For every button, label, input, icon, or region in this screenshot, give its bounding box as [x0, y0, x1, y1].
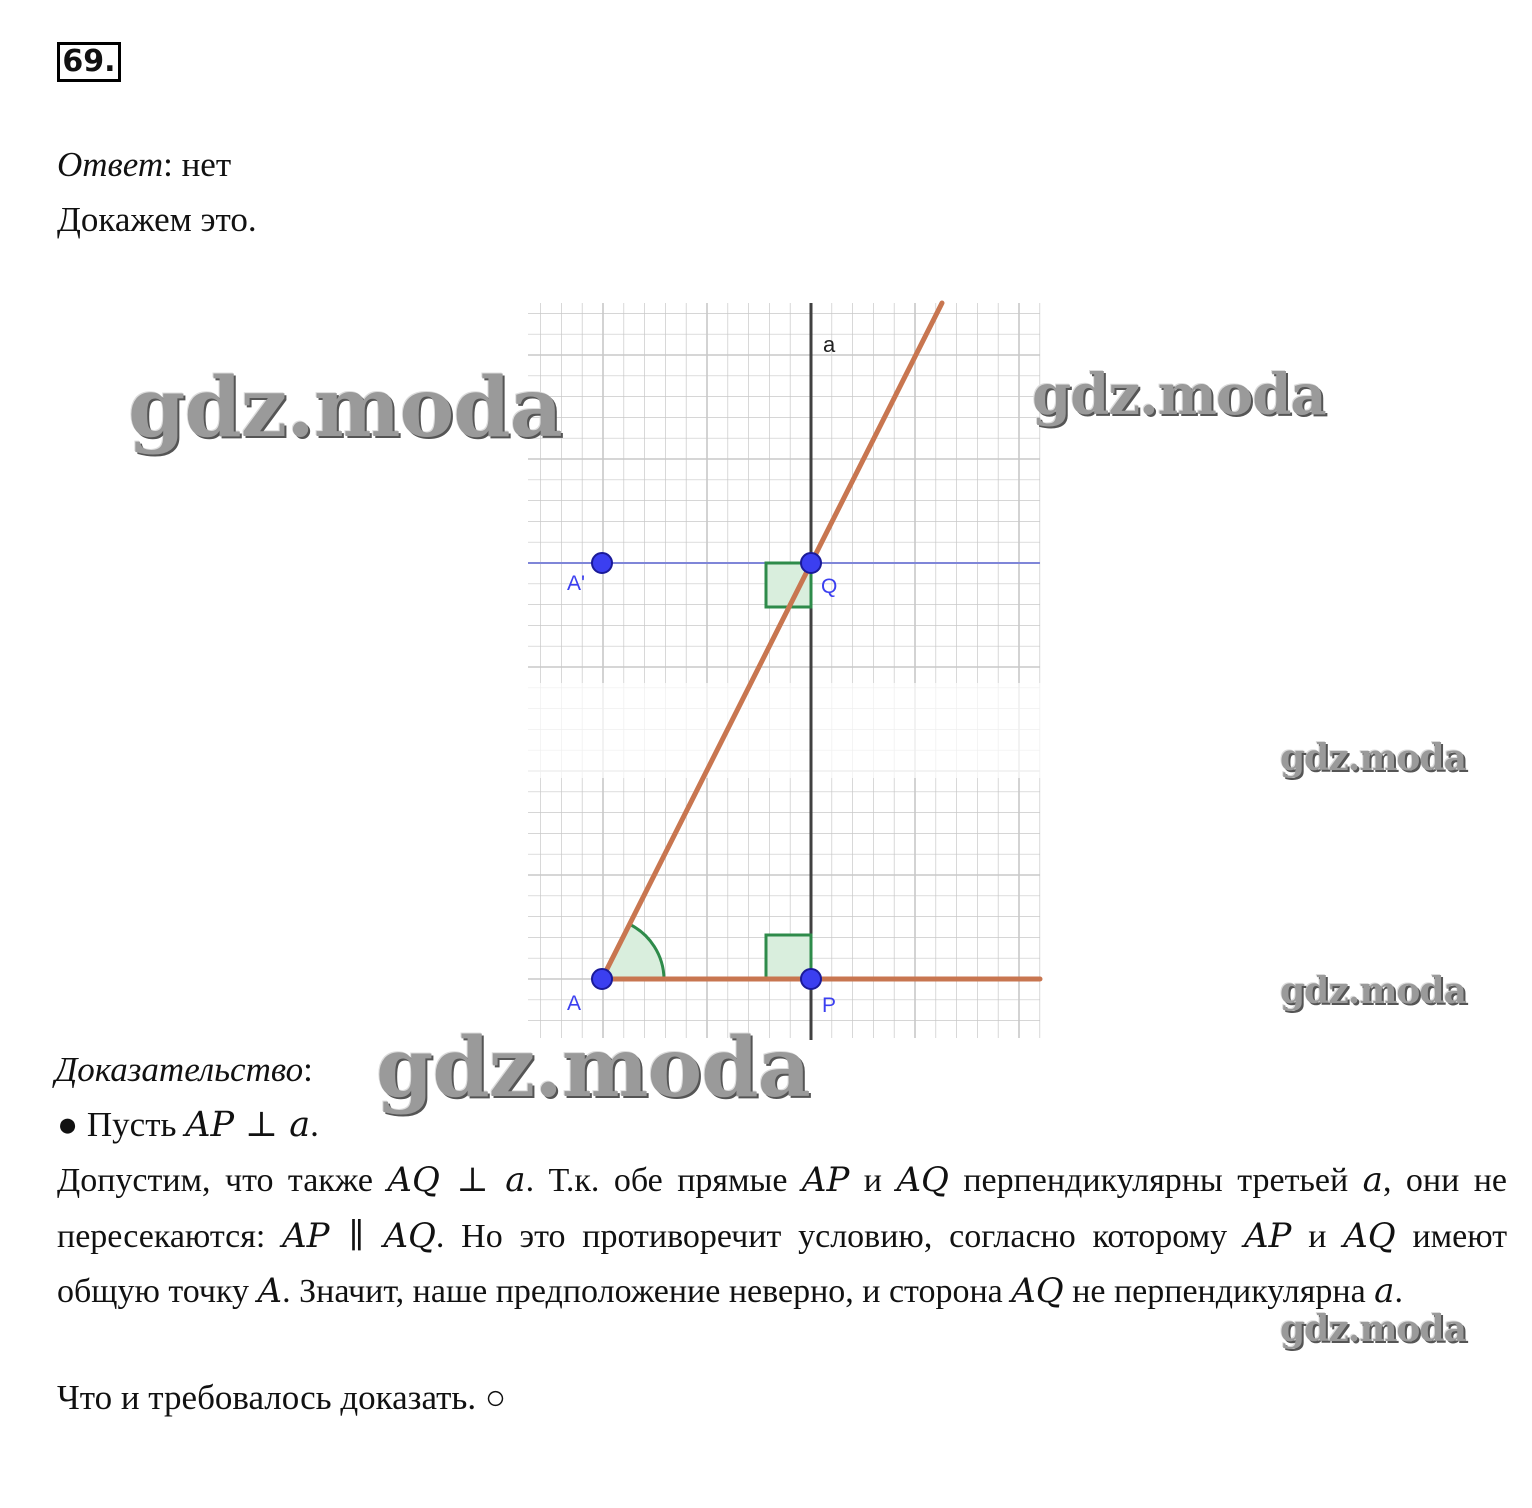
- proof-text: не перпендикулярна: [1072, 1273, 1366, 1310]
- watermark: gdz.moda: [1280, 737, 1466, 779]
- label-q: Q: [821, 575, 838, 598]
- proof-text: Допустим, что также: [57, 1162, 373, 1199]
- proof-heading: [55, 1050, 313, 1090]
- scan-artifact: [525, 683, 1045, 778]
- math-aq: AQ: [1011, 1271, 1064, 1311]
- math-ap: AP: [1243, 1215, 1292, 1256]
- label-a-prime: A': [567, 572, 586, 595]
- let-text: Пусть: [86, 1105, 177, 1144]
- proof-paragraph: [57, 1153, 1507, 1320]
- math-a: a: [1362, 1160, 1383, 1200]
- proof-text: . Значит, наше предположение неверно, и сторона: [282, 1273, 1003, 1310]
- point-p: [801, 969, 821, 989]
- math-ap-parallel-aq: AP ∥ AQ: [282, 1215, 436, 1256]
- math-aq-perp-a: AQ ⊥ a: [387, 1160, 526, 1200]
- label-a: A: [567, 992, 582, 1015]
- bullet: ●: [57, 1105, 79, 1144]
- grid: [528, 303, 1040, 1038]
- answer-label: Ответ: [57, 145, 164, 184]
- proof-text: имеют общую точку: [57, 1217, 1508, 1310]
- line-aq: [602, 303, 942, 979]
- point-a-prime: [592, 553, 612, 573]
- math-aq: AQ: [896, 1160, 949, 1200]
- watermark: gdz.moda: [1280, 970, 1466, 1012]
- intro-text: Докажем это.: [57, 200, 257, 239]
- math-point-a: A: [257, 1271, 283, 1311]
- proof-text: и: [863, 1162, 882, 1199]
- watermark: gdz.moda: [128, 360, 562, 456]
- point-a: [592, 969, 612, 989]
- answer-sep: :: [163, 145, 173, 184]
- proof-text: . Т.к. обе прямые: [525, 1162, 788, 1199]
- angle-mark-a: [602, 924, 664, 979]
- math-ap: AP: [801, 1160, 850, 1200]
- proof-text: и: [1308, 1217, 1327, 1255]
- label-p: P: [822, 994, 837, 1017]
- watermark: gdz.moda: [1032, 362, 1326, 428]
- math-a: a: [1374, 1271, 1395, 1311]
- proof-text: перпендикулярны третьей: [963, 1162, 1349, 1199]
- answer-value: нет: [181, 145, 232, 184]
- proof-label: Доказательство: [55, 1050, 304, 1089]
- math-ap-perp-a: AP ⊥ a: [185, 1105, 311, 1145]
- proof-text: , они не пересекаются:: [57, 1162, 1507, 1255]
- let-end: .: [310, 1105, 319, 1144]
- proof-sep: :: [303, 1050, 313, 1089]
- label-line-a: a: [823, 332, 836, 357]
- proof-conclusion: Что и требовалось доказать. ○: [57, 1378, 507, 1417]
- proof-text: . Но это противоречит условию, согласно которому: [435, 1217, 1228, 1255]
- watermark: gdz.moda: [376, 1020, 810, 1116]
- math-aq: AQ: [1343, 1215, 1396, 1256]
- problem-number: 69.: [57, 42, 121, 82]
- point-q: [801, 553, 821, 573]
- proof-text: .: [1394, 1273, 1403, 1310]
- watermark: gdz.moda: [1280, 1308, 1466, 1350]
- proof-assumption: [57, 1105, 319, 1145]
